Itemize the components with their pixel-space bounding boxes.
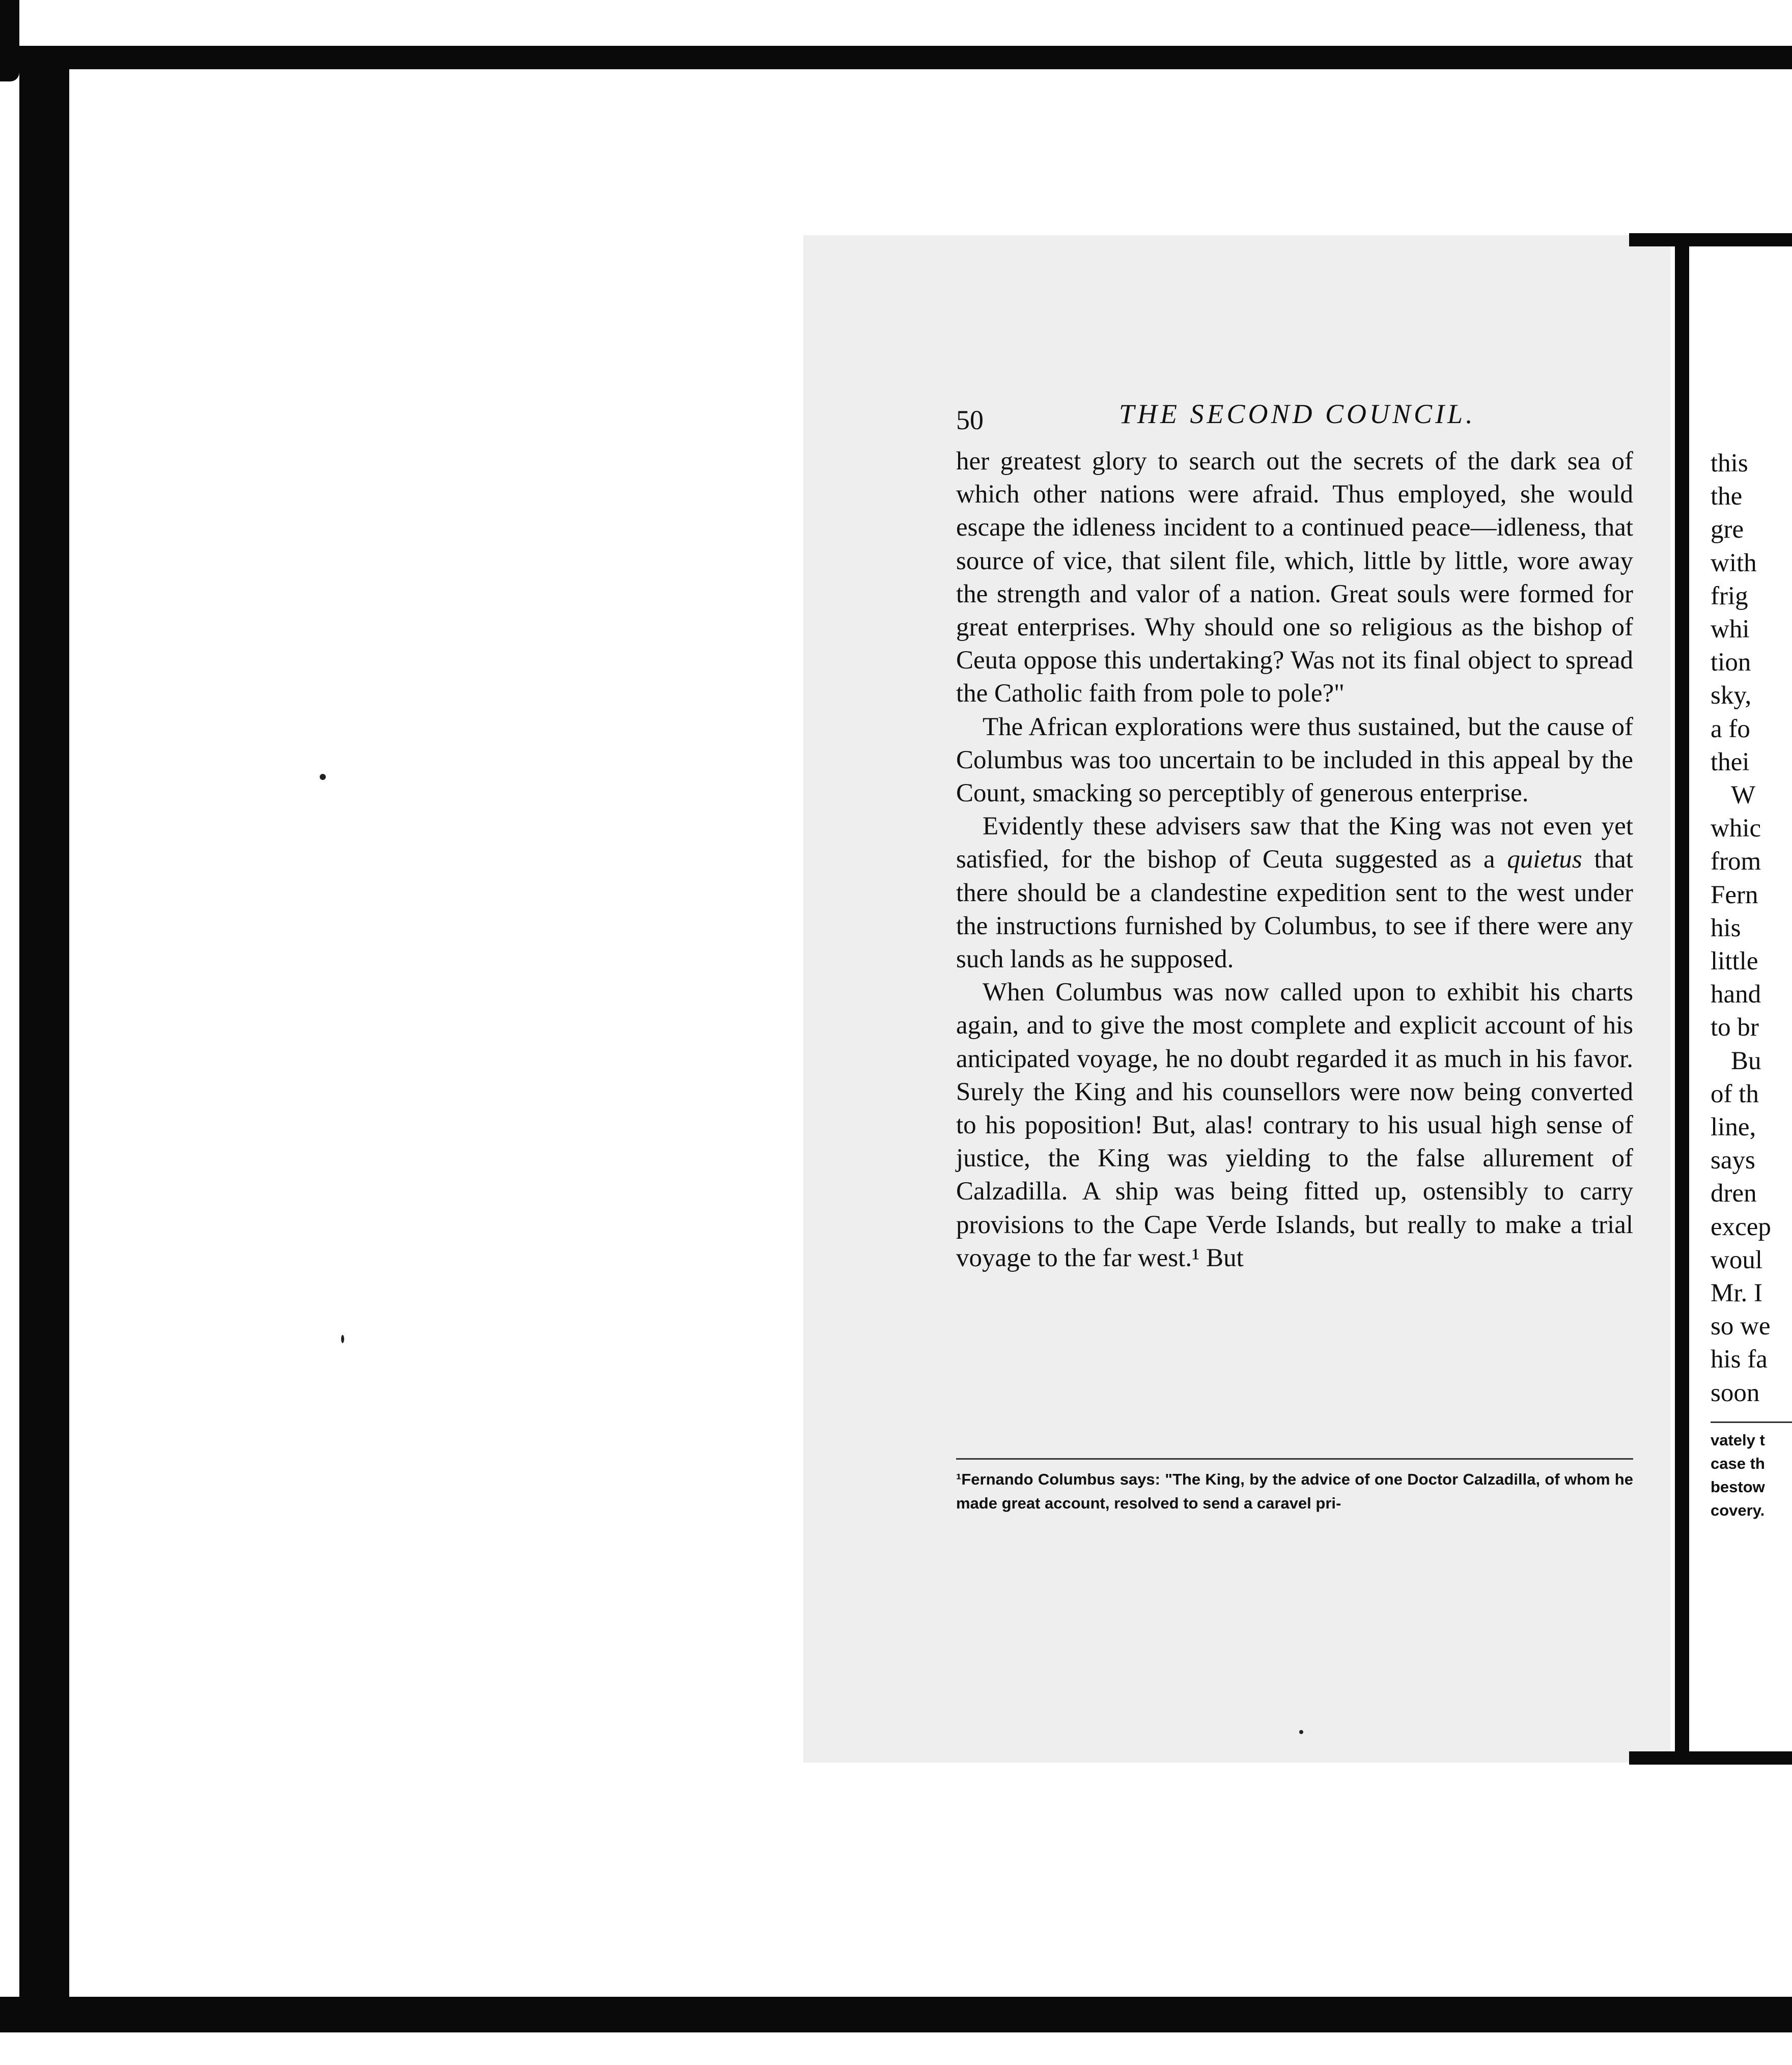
next-page-line: Bu — [1731, 1046, 1761, 1075]
film-frame-bottom — [0, 1997, 1792, 2032]
next-page-line: his — [1711, 913, 1741, 942]
next-page-line: line, — [1711, 1113, 1756, 1142]
page-header — [803, 397, 1670, 433]
footnotes — [956, 1467, 1633, 1515]
scan-speck — [1299, 1730, 1303, 1734]
paragraph-1: her greatest glory to search out the secrets of the dark sea of which other nations were afraid. Thus employed, she would escape the idleness incident to a continued peace—idleness, that source of vice, that silent file, which, little by little, wore away the strength and valor of a nation. Great souls were formed for great enterprises. Why should one so religious as the bishop of Ceuta oppose this undertaking? Was not its final object to spread the Catholic faith from pole to pole?" — [956, 447, 1633, 708]
next-page-footnote-line: case th — [1711, 1455, 1765, 1472]
body-text — [956, 445, 1633, 1275]
next-page-line: Mr. I — [1711, 1279, 1762, 1308]
italic-term: quietus — [1507, 845, 1582, 874]
paragraph-3: Evidently these advisers saw that the King was not even yet satisfied, for the bishop of Ceuta suggested as a quietus that there should be a clandestine expedition sent to the west under the instructions furnished by Columbus, to see if there were any such lands as he supposed. — [956, 812, 1633, 974]
next-page-line: sky, — [1711, 681, 1752, 710]
next-page-line: Fern — [1711, 880, 1758, 909]
footnote-1: ¹Fernando Columbus says: "The King, by the advice of one Doctor Calzadilla, of whom he made great account, resolved to send a caravel pri- — [956, 1470, 1633, 1512]
next-page-line: of th — [1711, 1079, 1759, 1108]
next-page-bracket-edge — [1675, 234, 1689, 1762]
film-frame-notch — [0, 0, 19, 81]
next-page-line: soon — [1711, 1378, 1760, 1407]
next-page-line: says — [1711, 1146, 1755, 1175]
next-page-line: little — [1711, 947, 1758, 976]
next-page-line: a fo — [1711, 714, 1750, 743]
page-number: 50 — [956, 405, 984, 435]
next-page-text — [1711, 447, 1792, 1410]
next-page-line: with — [1711, 548, 1757, 577]
book-page — [803, 235, 1670, 1763]
next-page-footnote-rule — [1711, 1421, 1792, 1423]
scan-speck — [320, 774, 326, 780]
footnote-rule — [956, 1458, 1633, 1460]
next-page-footnote-line: bestow — [1711, 1478, 1765, 1496]
next-page-line: woul — [1711, 1245, 1762, 1274]
next-page-line: dren — [1711, 1179, 1757, 1208]
film-frame-top — [19, 46, 1792, 69]
scan-speck — [341, 1335, 344, 1343]
running-head: THE SECOND COUNCIL. — [1119, 399, 1476, 429]
next-page-line: his fa — [1711, 1345, 1768, 1374]
next-page-line: excep — [1711, 1212, 1771, 1241]
next-page-line: this — [1711, 449, 1748, 478]
next-page-line: W — [1731, 781, 1756, 810]
next-page-bracket-bottom — [1629, 1751, 1792, 1765]
next-page-line: thei — [1711, 747, 1750, 776]
next-page-line: from — [1711, 847, 1761, 876]
next-page-line: the — [1711, 482, 1743, 511]
next-page-bracket-top — [1629, 233, 1792, 246]
next-page-line: tion — [1711, 648, 1751, 677]
next-page-footnotes — [1711, 1429, 1792, 1522]
next-page-line: whic — [1711, 814, 1761, 843]
next-page-footnote-line: vately t — [1711, 1431, 1765, 1449]
paragraph-4: When Columbus was now called upon to exhibit his charts again, and to give the most complete and explicit account of his anticipated voyage, he no doubt regarded it as much in his favor. Surely the King and his counsellors were now being converted to his poposition! But, alas! contrary to his usual high sense of justice, the King was yielding to the false allurement of Calzadilla. A ship was being fitted up, ostensibly to carry provisions to the Cape Verde Islands, but really to make a trial voyage to the far west.¹ But — [956, 978, 1633, 1272]
next-page-line: so we — [1711, 1312, 1771, 1341]
paragraph-2: The African explorations were thus sustained, but the cause of Columbus was too uncertain to be included in this appeal by the Count, smacking so perceptibly of generous enterprise. — [956, 712, 1633, 808]
film-frame-left — [19, 46, 69, 2031]
next-page-line: whi — [1711, 615, 1750, 644]
next-page-line: gre — [1711, 515, 1744, 544]
next-page-footnote-line: covery. — [1711, 1501, 1765, 1519]
next-page-line: to br — [1711, 1013, 1759, 1042]
next-page-line: frig — [1711, 581, 1748, 610]
next-page-line: hand — [1711, 980, 1761, 1009]
